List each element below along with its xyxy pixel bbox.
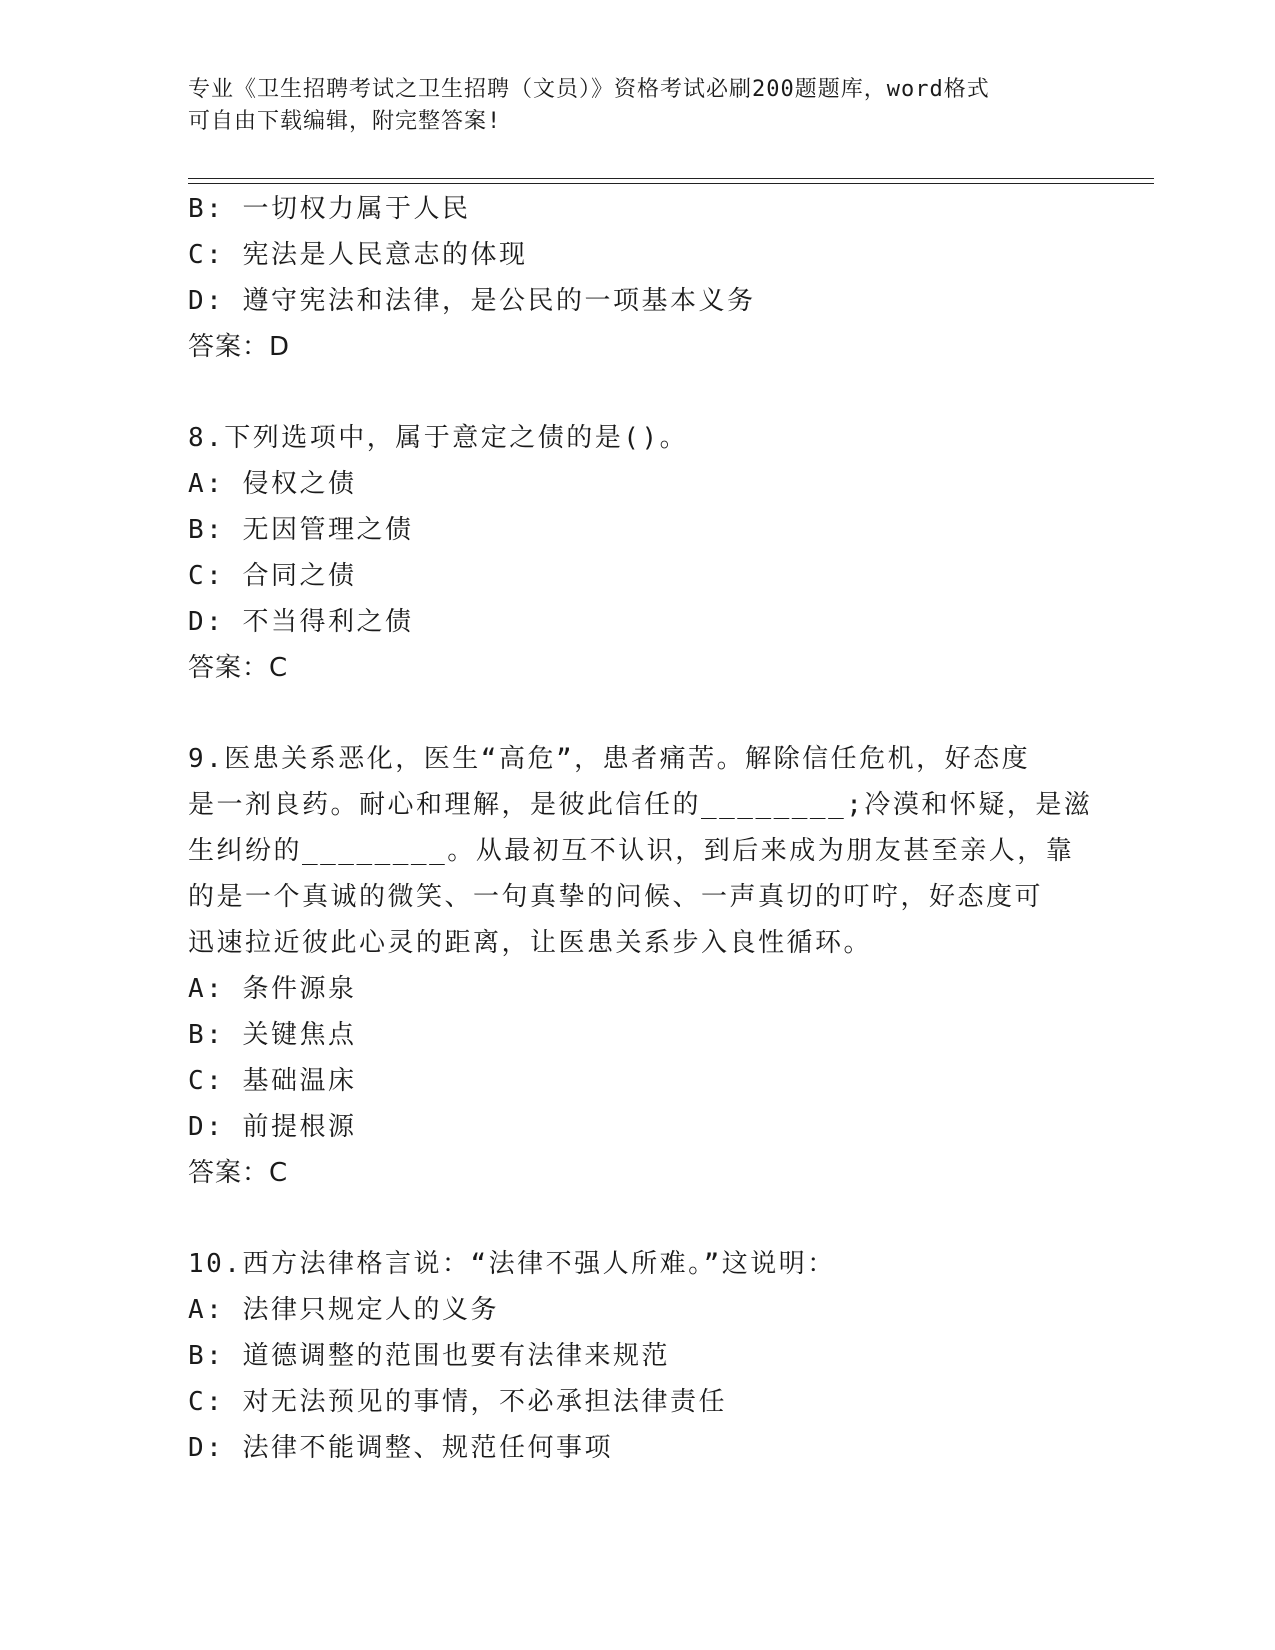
option-a: A: 条件源泉 xyxy=(188,974,357,1004)
spacer xyxy=(188,1196,1088,1241)
spacer xyxy=(188,691,1088,736)
question-stem: 8.下列选项中，属于意定之债的是()。 xyxy=(188,423,689,453)
question-stem-line: 是一剂良药。耐心和理解，是彼此信任的________;冷漠和怀疑，是滋 xyxy=(188,790,1093,820)
question-8 xyxy=(188,415,1088,691)
option-a: A: 侵权之债 xyxy=(188,469,357,499)
question-9 xyxy=(188,736,1093,1196)
question-7-continued xyxy=(188,186,1088,370)
question-stem-line: 9.医患关系恶化，医生“高危”，患者痛苦。解除信任危机，好态度 xyxy=(188,744,1031,774)
option-c: C: 对无法预见的事情，不必承担法律责任 xyxy=(188,1387,727,1417)
option-c: C: 基础温床 xyxy=(188,1066,357,1096)
option-a: A: 法律只规定人的义务 xyxy=(188,1295,499,1325)
option-b: B: 道德调整的范围也要有法律来规范 xyxy=(188,1341,670,1371)
option-b: B: 无因管理之债 xyxy=(188,515,414,545)
question-stem: 10.西方法律格言说：“法律不强人所难。”这说明： xyxy=(188,1249,836,1279)
option-d: D: 法律不能调整、规范任何事项 xyxy=(188,1433,613,1463)
option-d: D: 遵守宪法和法律，是公民的一项基本义务 xyxy=(188,286,756,316)
question-10 xyxy=(188,1241,1088,1471)
option-b: B: 关键焦点 xyxy=(188,1020,357,1050)
question-stem-line: 迅速拉近彼此心灵的距离，让医患关系步入良性循环。 xyxy=(188,928,873,958)
spacer xyxy=(188,370,1088,415)
answer-label: 答案：C xyxy=(188,1158,289,1188)
header-divider-bottom xyxy=(188,183,1154,184)
option-c: C: 合同之债 xyxy=(188,561,357,591)
option-d: D: 前提根源 xyxy=(188,1112,357,1142)
header-line-2: 可自由下载编辑，附完整答案! xyxy=(188,109,502,134)
option-b: B: 一切权力属于人民 xyxy=(188,194,471,224)
question-list xyxy=(188,186,1093,1471)
question-stem-line: 的是一个真诚的微笑、一句真挚的问候、一声真切的叮咛，好态度可 xyxy=(188,882,1044,912)
question-stem-line: 生纠纷的________。从最初互不认识，到后来成为朋友甚至亲人，靠 xyxy=(188,836,1075,866)
header-line-1: 专业《卫生招聘考试之卫生招聘（文员）》资格考试必刷200题题库，word格式 xyxy=(188,77,990,102)
answer-label: 答案：D xyxy=(188,332,291,362)
answer-label: 答案：C xyxy=(188,653,289,683)
option-d: D: 不当得利之债 xyxy=(188,607,414,637)
header-divider-top xyxy=(188,178,1154,179)
option-c: C: 宪法是人民意志的体现 xyxy=(188,240,528,270)
document-header xyxy=(188,74,1088,138)
